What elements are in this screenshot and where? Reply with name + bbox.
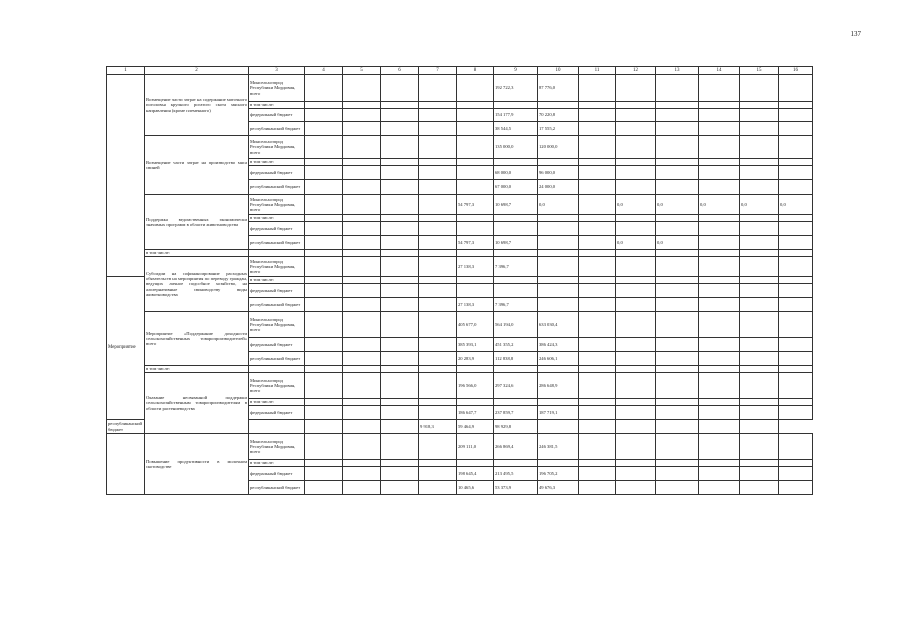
cell-value [579,195,616,215]
row-category: республиканский бюджет [249,298,305,312]
header-cell: 9 [494,67,538,75]
row-category: Минсельхозпрод Республики Мордовия, всего [249,257,305,277]
col1-empty [107,75,145,277]
row-name: Мероприятие «Поддержание доходности сельскохозяйственных товаропроизводителей» всего [145,312,249,366]
cell-value: 54 797,3 [457,236,494,250]
row-category: в том числе: [249,215,305,222]
header-cell: 7 [419,67,457,75]
cell-value: 68 000,0 [494,166,538,180]
row-category: республиканский бюджет [249,180,305,195]
col1-label: Мероприятие [107,277,145,420]
cell-value: 237 859,7 [494,406,538,420]
cell-value [457,136,494,159]
header-cell: 14 [699,67,740,75]
cell-value: 96 000,0 [538,166,579,180]
cell-value: 451 355,2 [494,338,538,352]
cell-value: 112 838,8 [494,352,538,366]
row-category: федеральный бюджет [249,109,305,122]
header-cell: 3 [249,67,305,75]
cell-value: 286 648,9 [538,373,579,399]
cell-value: 0,0 [538,195,579,215]
row-category: федеральный бюджет [249,406,305,420]
cell-value [538,298,579,312]
cell-value: 7 396,7 [494,257,538,277]
row-category: республиканский бюджет [249,481,305,495]
header-cell: 13 [656,67,699,75]
row-category: федеральный бюджет [249,284,305,298]
header-cell: 11 [579,67,616,75]
header-cell: 2 [145,67,249,75]
cell-value: 54 797,3 [457,195,494,215]
cell-value [457,166,494,180]
cell-value: 385 393,1 [457,338,494,352]
cell-value: 59 464,9 [457,420,494,434]
cell-value: 0,0 [616,236,656,250]
cell-value: 196 566,0 [457,373,494,399]
header-row [107,67,813,75]
row-category: в том числе: [249,277,305,284]
cell-value: 405 677,0 [457,312,494,338]
cell-value [457,75,494,102]
table-row [107,75,813,102]
cell-value: 192 722,3 [494,75,538,102]
cell-value: 27 138,3 [457,257,494,277]
row-category: федеральный бюджет [249,166,305,180]
row-category: республиканский бюджет [249,122,305,136]
cell-value: 198 645,4 [457,467,494,481]
cell-value: 246 606,1 [538,352,579,366]
cell-value: 9 918,3 [419,420,457,434]
row-category: Минсельхозпрод Республики Мордовия, всего [249,136,305,159]
cell-value: 27 138,3 [457,298,494,312]
cell-value: 24 000,0 [538,180,579,195]
cell-value: 196 705,2 [538,467,579,481]
cell-value: 266 869,4 [494,434,538,460]
row-category: федеральный бюджет [249,467,305,481]
header-cell: 15 [740,67,779,75]
cell-value [457,122,494,136]
col1-empty [107,434,145,495]
cell-value: 386 424,3 [538,338,579,352]
row-name: Возмещение части затрат на содержание маточного поголовья крупного рогатого скота мясного направления (кроме племенного) [145,75,249,136]
row-category: в том числе: [249,460,305,467]
table-row [107,373,813,399]
cell-value: 20 283,9 [457,352,494,366]
row-category: республиканский бюджет [249,236,305,250]
row-category: Минсельхозпрод Республики Мордовия, всего [249,195,305,215]
row-name: Субсидии на софинансирование расходных обязательств на мероприятия по переводу граждан, ведущих личное подсобное хозяйство, на альтернативные свиноводству виды животноводства [145,257,249,312]
cell-value: 209 111,0 [457,434,494,460]
table-row [107,195,813,215]
header-cell: 12 [616,67,656,75]
cell-value: 17 555,2 [538,122,579,136]
cell-value: 0,0 [740,195,779,215]
cell-value: 10 698,7 [494,195,538,215]
row-category: Минсельхозпрод Республики Мордовия, всего [249,373,305,399]
row-name: Возмещение части затрат на производство мяса свиней [145,136,249,195]
row-name: Повышение продуктивности в молочном скотоводстве [145,434,249,495]
header-cell: 4 [305,67,343,75]
cell-value: 0,0 [656,195,699,215]
header-cell: 5 [343,67,381,75]
header-cell: 6 [381,67,419,75]
row-category: в том числе: [249,159,305,166]
table-row [107,434,813,460]
row-name: Оказание несвязанной поддержки сельскохозяйственным товаропроизводителям в области растениеводства [145,373,249,434]
row-category: республиканский бюджет [249,352,305,366]
row-subheading: в том числе: [145,366,249,373]
row-name: Поддержка ведомственных экономически значимых программ в области животноводства [145,195,249,250]
cell-value: 187 719,1 [538,406,579,420]
row-subheading: в том числе: [145,250,249,257]
cell-value: 53 373,9 [494,481,538,495]
row-category: в том числе: [249,102,305,109]
cell-value [538,257,579,277]
table-row [107,250,813,257]
header-cell: 8 [457,67,494,75]
cell-value [457,109,494,122]
cell-value: 0,0 [779,195,813,215]
cell-value: 87 776,0 [538,75,579,102]
header-cell: 1 [107,67,145,75]
cell-value: 564 194,0 [494,312,538,338]
cell-value: 213 495,5 [494,467,538,481]
header-cell: 16 [779,67,813,75]
cell-value: 98 929,8 [494,420,538,434]
table-row [107,366,813,373]
cell-value: 246 381,5 [538,434,579,460]
cell-value: 186 647,7 [457,406,494,420]
cell-value: 7 396,7 [494,298,538,312]
cell-value: 120 000,0 [538,136,579,159]
table-row [107,136,813,159]
cell-value: 70 220,8 [538,109,579,122]
row-category: Минсельхозпрод Республики Мордовия, всего [249,75,305,102]
cell-value: 10 465,6 [457,481,494,495]
cell-value: 135 000,0 [494,136,538,159]
row-category: федеральный бюджет [249,222,305,236]
cell-value: 154 177,9 [494,109,538,122]
budget-table [106,66,813,495]
row-category: республиканский бюджет [107,420,145,434]
cell-value: 67 000,0 [494,180,538,195]
row-category: федеральный бюджет [249,338,305,352]
cell-value: 49 676,3 [538,481,579,495]
cell-value: 297 324,6 [494,373,538,399]
row-category: Минсельхозпрод Республики Мордовия, всего [249,434,305,460]
cell-value: 38 544,5 [494,122,538,136]
header-cell: 10 [538,67,579,75]
cell-value: 0,0 [616,195,656,215]
row-category: Минсельхозпрод Республики Мордовия, всего [249,312,305,338]
cell-value: 10 698,7 [494,236,538,250]
cell-value [457,180,494,195]
page-number: 137 [850,30,861,38]
table-row [107,257,813,277]
table-row [107,312,813,338]
cell-value: 0,0 [699,195,740,215]
cell-value: 633 030,4 [538,312,579,338]
cell-value: 0,0 [656,236,699,250]
row-category: в том числе: [249,399,305,406]
